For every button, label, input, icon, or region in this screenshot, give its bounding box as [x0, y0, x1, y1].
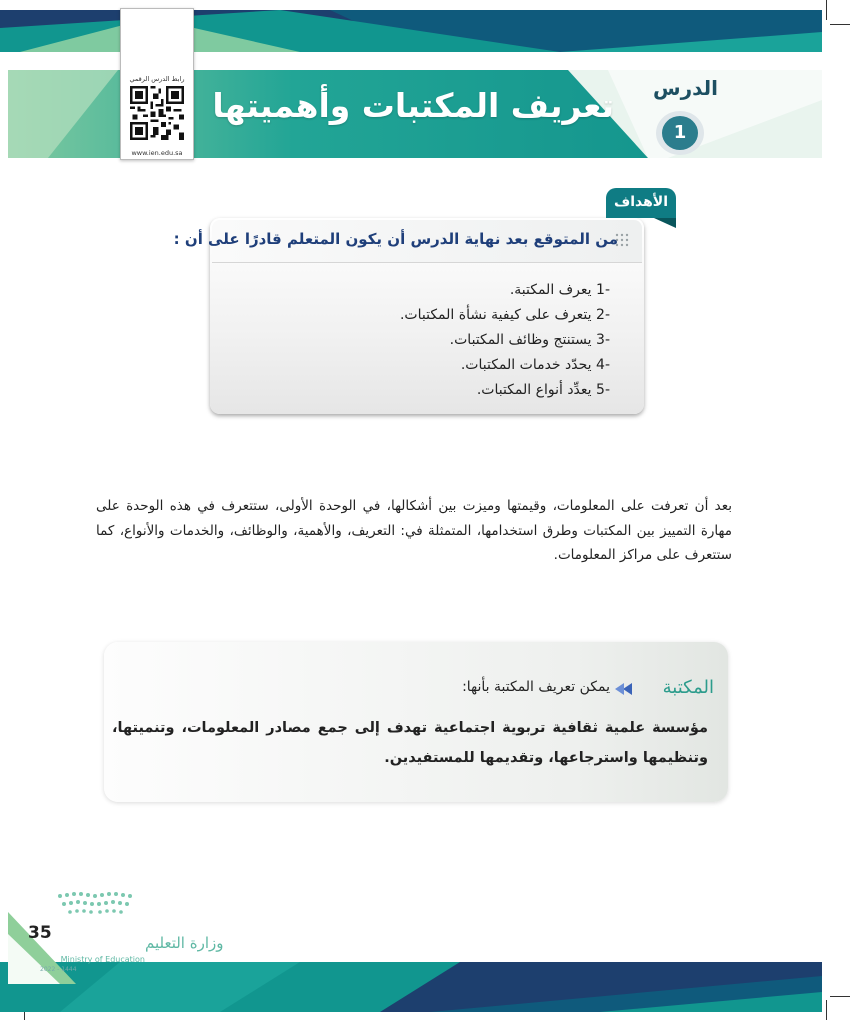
crop-mark	[826, 1000, 827, 1020]
objective-item	[400, 278, 610, 303]
objective-number: -4	[596, 357, 610, 373]
objective-text: يعدِّد أنواع المكتبات.	[476, 382, 592, 398]
objective-item	[400, 328, 610, 353]
ministry-name-arabic: وزارة التعليم	[145, 934, 224, 952]
qr-url[interactable]: www.ien.edu.sa	[131, 149, 183, 157]
qr-caption: رابط الدرس الرقمي	[129, 75, 185, 83]
objectives-tab-fold	[654, 218, 676, 228]
objective-item	[400, 378, 610, 403]
definition-text: مؤسسة علمية ثقافية تربوية اجتماعية تهدف إلى جمع مصادر المعلومات، وتنميتها، وتنظيمها واسترجاعها، وتقديمها للمستفيدين.	[112, 720, 708, 766]
ministry-logo	[40, 886, 224, 966]
objective-number: -1	[596, 282, 610, 298]
crop-mark	[830, 24, 850, 25]
crop-mark	[830, 996, 850, 997]
footer-code: 2022 - 1444	[40, 966, 77, 973]
objective-text: يستنتج وظائف المكتبات.	[449, 332, 592, 348]
objectives-tab: الأهداف	[606, 188, 676, 218]
definition-lead: يمكن تعريف المكتبة بأنها:	[462, 679, 610, 695]
lesson-title: تعريف المكتبات وأهميتها	[212, 86, 614, 125]
objective-item	[400, 303, 610, 328]
crop-mark	[826, 0, 827, 20]
ministry-name-english: Ministry of Education	[60, 955, 145, 964]
qr-card[interactable]	[120, 8, 194, 160]
objective-text: يعرف المكتبة.	[509, 282, 592, 298]
objectives-intro: من المتوقع بعد نهاية الدرس أن يكون المتعلم قادرًا على أن :	[173, 230, 618, 248]
objective-number: -3	[596, 332, 610, 348]
intro-paragraph: بعد أن تعرفت على المعلومات، وقيمتها وميزت بين أشكالها، في الوحدة الأولى، ستتعرف في هذه الوحدة على مهارة التمييز بين المكتبات وطرق استخدامها، المتمثلة في: التعريف، والأهمية، والوظائف، والخدمات والأنواع، كما ستتعرف على مراكز المعلومات.	[96, 498, 732, 563]
objective-item	[400, 353, 610, 378]
lesson-number: 1	[662, 116, 698, 150]
double-arrow-icon	[612, 681, 634, 697]
bottom-decorative-band	[0, 962, 822, 1012]
definition-term: المكتبة	[662, 677, 714, 698]
page-number: 35	[28, 923, 52, 943]
qr-code-icon[interactable]	[130, 86, 184, 140]
objective-text: يتعرف على كيفية نشأة المكتبات.	[399, 307, 592, 323]
lesson-label: الدرس	[652, 76, 718, 100]
objective-text: يحدّد خدمات المكتبات.	[460, 357, 592, 373]
objectives-list	[400, 278, 610, 403]
objective-number: -2	[596, 307, 610, 323]
objective-number: -5	[596, 382, 610, 398]
